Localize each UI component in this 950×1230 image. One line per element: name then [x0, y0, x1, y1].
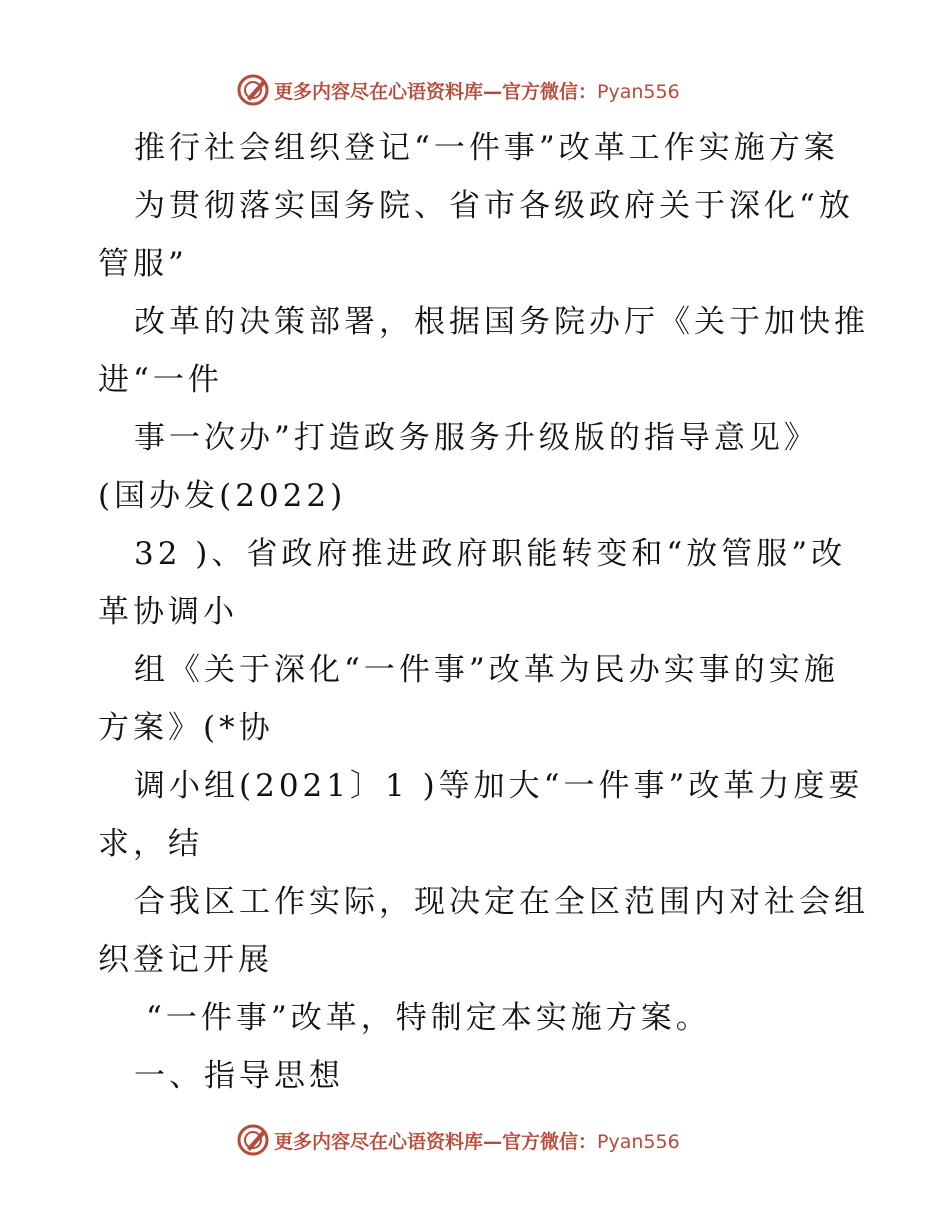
doc-line: “一件事”改革，特制定本实施方案。: [146, 1000, 711, 1036]
doc-line: 改革的决策部署，根据国务院办厅《关于加快推: [134, 304, 869, 340]
doc-line: 合我区工作实际，现决定在全区范围内对社会组: [134, 884, 869, 920]
doc-line: 织登记开展: [98, 942, 273, 978]
doc-line: 求，结: [98, 826, 203, 862]
doc-line: 组《关于深化“一件事”改革为民办实事的实施: [134, 652, 839, 688]
red-seal-pen-icon: [236, 1123, 270, 1157]
section-heading: 一、指导思想: [134, 1058, 344, 1094]
wechat-id: Pyan556: [597, 80, 680, 103]
watermark-text: 更多内容尽在心语资料库—官方微信：: [274, 1130, 598, 1153]
doc-line: 方案》(*协: [98, 710, 274, 746]
doc-line: 进“一件: [98, 362, 223, 398]
red-seal-pen-icon: [236, 73, 270, 107]
doc-line: 革协调小: [98, 594, 238, 630]
doc-line: 32 )、省政府推进政府职能转变和“放管服”改: [134, 536, 847, 572]
doc-line: 管服”: [98, 246, 188, 282]
doc-line: 为贯彻落实国务院、省市各级政府关于深化“放: [134, 188, 854, 224]
header-watermark: [236, 73, 680, 107]
wechat-id: Pyan556: [597, 1130, 680, 1153]
doc-line: 调小组(2021〕1 )等加大“一件事”改革力度要: [134, 768, 864, 804]
doc-line: 事一次办”打造政务服务升级版的指导意见》: [134, 420, 819, 456]
doc-title: 推行社会组织登记“一件事”改革工作实施方案: [134, 130, 839, 166]
watermark-text: 更多内容尽在心语资料库—官方微信：: [274, 80, 598, 103]
doc-line: (国办发(2022): [98, 478, 347, 514]
footer-watermark: [236, 1123, 680, 1157]
